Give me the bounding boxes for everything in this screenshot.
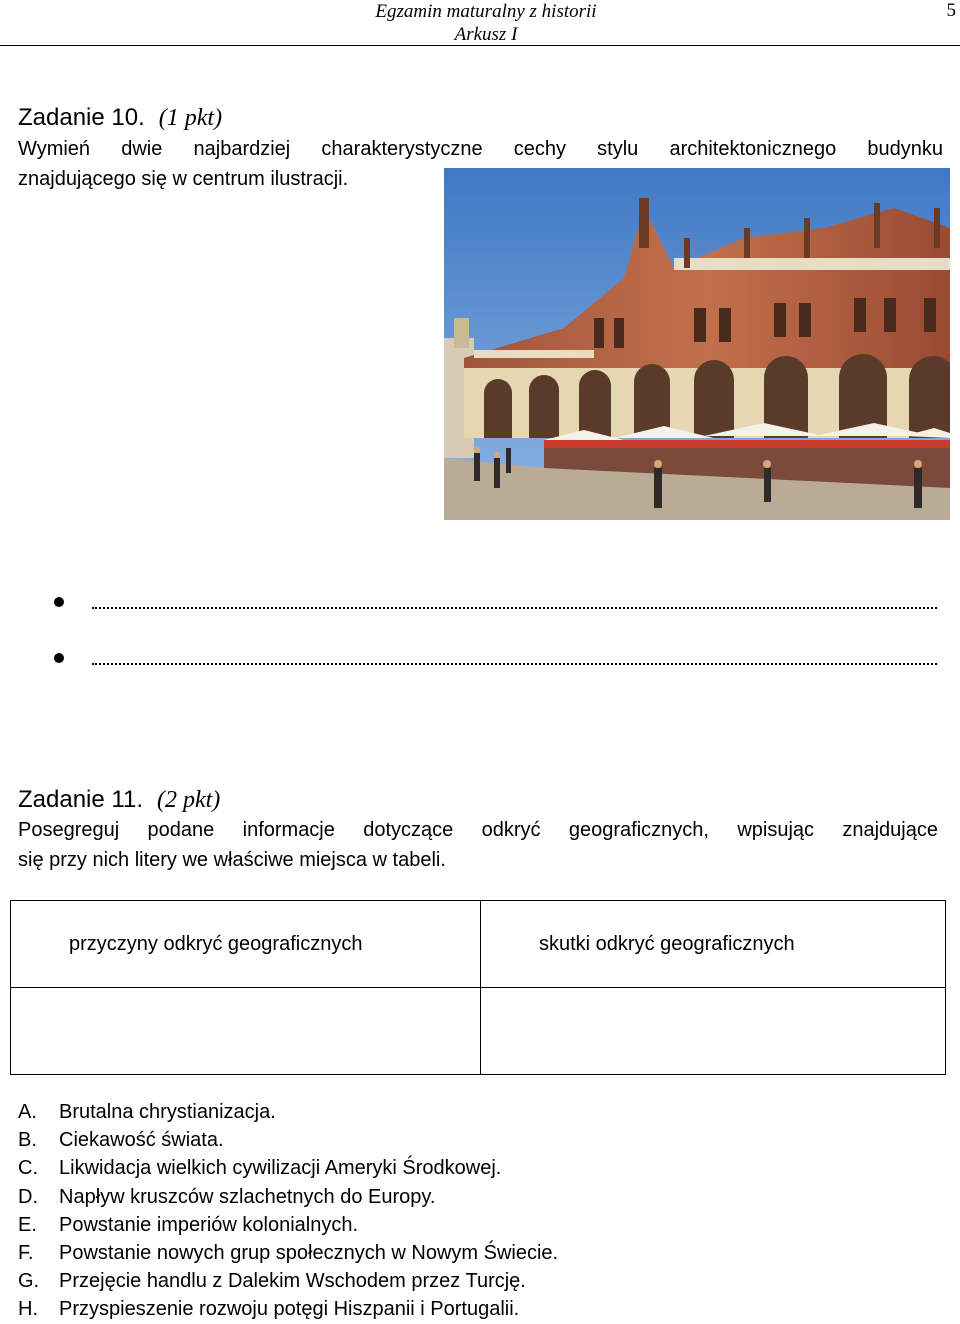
task11-points: (2 pkt) — [156, 787, 221, 813]
page-number: 5 — [946, 0, 956, 21]
exam-header — [0, 0, 960, 46]
answer-table — [10, 900, 946, 1075]
exam-sheet: Arkusz I — [454, 24, 518, 45]
option-text: Przejęcie handlu z Dalekim Wschodem przez Turcję. — [59, 1270, 526, 1293]
table-header-causes: przyczyny odkryć geograficznych — [11, 901, 481, 988]
list-item — [18, 1098, 558, 1126]
task10-heading — [18, 104, 222, 132]
header-divider — [0, 45, 960, 46]
answer-cell-effects[interactable] — [481, 988, 946, 1075]
list-item — [18, 1154, 558, 1182]
option-letter: A. — [18, 1101, 37, 1123]
option-letter: F. — [18, 1242, 34, 1265]
option-letter: D. — [18, 1185, 38, 1208]
task11-line1: Posegreguj podane informacje dotyczące odkryć geograficznych, wpisując znajdujące — [18, 819, 938, 841]
task11-heading — [18, 786, 220, 814]
option-text: Powstanie nowych grup społecznych w Nowym Świecie. — [59, 1242, 559, 1265]
answer-line-2[interactable] — [92, 663, 937, 665]
exam-title: Egzamin maturalny z historii — [375, 1, 597, 22]
list-item — [18, 1267, 558, 1295]
table-header-effects: skutki odkryć geograficznych — [481, 901, 946, 988]
answer-cell-causes[interactable] — [11, 988, 481, 1075]
option-text: Napływ kruszców szlachetnych do Europy. — [59, 1185, 436, 1208]
task11-instruction — [18, 815, 938, 875]
option-letter: C. — [18, 1157, 38, 1180]
answer-line-1[interactable] — [92, 607, 937, 609]
list-item — [18, 1183, 558, 1211]
list-item — [18, 1295, 558, 1323]
option-text: Powstanie imperiów kolonialnych. — [59, 1213, 359, 1236]
list-item — [18, 1126, 558, 1154]
options-list — [18, 1098, 558, 1324]
list-item — [18, 1239, 558, 1267]
cloth-hall-photo — [444, 168, 950, 520]
option-text: Przyspieszenie rozwoju potęgi Hiszpanii i Portugalii. — [59, 1298, 520, 1321]
list-item — [18, 1211, 558, 1239]
task11-line2: się przy nich litery we właściwe miejsca w tabeli. — [18, 849, 446, 871]
option-letter: E. — [18, 1213, 37, 1236]
option-text: Likwidacja wielkich cywilizacji Ameryki Środkowej. — [59, 1157, 502, 1180]
task10-points: (1 pkt) — [158, 105, 223, 131]
answer-bullet-2 — [54, 653, 64, 663]
task10-line2: znajdującego się w centrum ilustracji. — [18, 168, 349, 190]
option-letter: G. — [18, 1270, 40, 1293]
option-letter: H. — [18, 1298, 38, 1321]
task10-line1: Wymień dwie najbardziej charakterystyczne cechy stylu architektonicznego budynku — [18, 138, 943, 160]
option-text: Ciekawość świata. — [59, 1129, 224, 1152]
answer-bullet-1 — [54, 597, 64, 607]
option-letter: B. — [18, 1129, 37, 1152]
task10-title: Zadanie 10. — [18, 104, 145, 131]
option-text: Brutalna chrystianizacja. — [59, 1101, 276, 1123]
task11-title: Zadanie 11. — [18, 786, 143, 813]
